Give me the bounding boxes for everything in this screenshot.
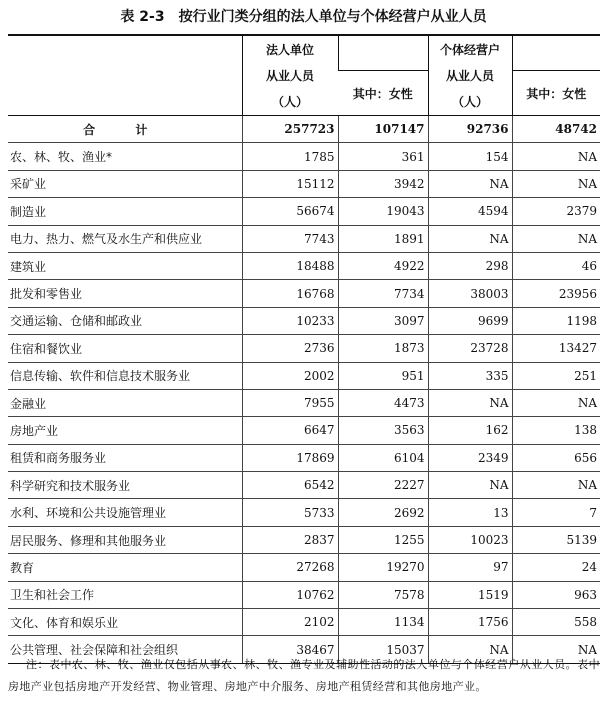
individual-female-value: NA [512, 472, 600, 499]
individual-value: NA [428, 472, 512, 499]
industry-name: 农、林、牧、渔业* [8, 143, 242, 170]
legal-persons-value: 7743 [242, 225, 338, 252]
table-row [8, 526, 600, 553]
table-row [8, 417, 600, 444]
header-individual-female: 其中：女性 [512, 71, 600, 116]
legal-persons-value: 16768 [242, 280, 338, 307]
industry-name: 信息传输、软件和信息技术服务业 [8, 362, 242, 389]
header-individual-line-2: 从业人员 [445, 68, 494, 83]
header-legal-blank [338, 35, 428, 71]
table-title-text: 按行业门类分组的法人单位与个体经营户从业人员 [178, 9, 487, 25]
data-table [8, 34, 600, 664]
legal-persons-value: 7955 [242, 389, 338, 416]
individual-female-value: 558 [512, 609, 600, 636]
individual-value: 1519 [428, 581, 512, 608]
legal-female-value: 1134 [338, 609, 428, 636]
individual-female-value: NA [512, 636, 600, 663]
individual-value: 10023 [428, 526, 512, 553]
table-row [8, 198, 600, 225]
industry-name: 教育 [8, 554, 242, 581]
legal-persons-value: 17869 [242, 444, 338, 471]
legal-persons-value: 5733 [242, 499, 338, 526]
individual-female-value: 656 [512, 444, 600, 471]
table-row [8, 362, 600, 389]
legal-female-value: 2227 [338, 472, 428, 499]
table-row [8, 280, 600, 307]
total-legal-female: 107147 [338, 116, 428, 143]
table-row [8, 472, 600, 499]
legal-persons-value: 2102 [242, 609, 338, 636]
individual-value: 162 [428, 417, 512, 444]
total-individual: 92736 [428, 116, 512, 143]
header-industry [8, 35, 242, 116]
industry-name: 金融业 [8, 389, 242, 416]
total-individual-female: 48742 [512, 116, 600, 143]
table-row [8, 335, 600, 362]
legal-persons-value: 15112 [242, 170, 338, 197]
legal-female-value: 3097 [338, 307, 428, 334]
legal-persons-value: 6647 [242, 417, 338, 444]
industry-name: 建筑业 [8, 252, 242, 279]
table-row [8, 225, 600, 252]
individual-value: 13 [428, 499, 512, 526]
individual-female-value: 24 [512, 554, 600, 581]
industry-name: 文化、体育和娱乐业 [8, 609, 242, 636]
individual-value: 335 [428, 362, 512, 389]
individual-female-value: 5139 [512, 526, 600, 553]
individual-value: 4594 [428, 198, 512, 225]
header-legal-persons [242, 35, 338, 116]
individual-value: NA [428, 170, 512, 197]
industry-name: 居民服务、修理和其他服务业 [8, 526, 242, 553]
individual-value: 97 [428, 554, 512, 581]
legal-female-value: 361 [338, 143, 428, 170]
legal-female-value: 15037 [338, 636, 428, 663]
individual-value: 9699 [428, 307, 512, 334]
individual-female-value: 2379 [512, 198, 600, 225]
legal-persons-value: 2736 [242, 335, 338, 362]
legal-female-value: 7734 [338, 280, 428, 307]
header-legal-line-2: 从业人员 [265, 68, 314, 83]
legal-female-value: 3942 [338, 170, 428, 197]
legal-persons-value: 38467 [242, 636, 338, 663]
individual-female-value: 963 [512, 581, 600, 608]
header-legal-female: 其中：女性 [338, 71, 428, 116]
individual-value: NA [428, 389, 512, 416]
industry-name: 交通运输、仓储和邮政业 [8, 307, 242, 334]
footnote: 注：表中农、林、牧、渔业仅包括从事农、林、牧、渔专业及辅助性活动的法人单位与个体经营户从业人员。表中房地产业包括房地产开发经营、物业管理、房地产中介服务、房地产租赁经营和其他房地产业。 [8, 658, 600, 693]
individual-female-value: 7 [512, 499, 600, 526]
individual-female-value: 13427 [512, 335, 600, 362]
total-legal: 257723 [242, 116, 338, 143]
individual-female-value: NA [512, 389, 600, 416]
legal-persons-value: 56674 [242, 198, 338, 225]
legal-female-value: 3563 [338, 417, 428, 444]
legal-persons-value: 18488 [242, 252, 338, 279]
individual-female-value: 1198 [512, 307, 600, 334]
industry-name: 住宿和餐饮业 [8, 335, 242, 362]
table-row [8, 609, 600, 636]
table-row [8, 252, 600, 279]
legal-female-value: 6104 [338, 444, 428, 471]
table-title [0, 6, 607, 26]
individual-value: 298 [428, 252, 512, 279]
legal-persons-value: 1785 [242, 143, 338, 170]
total-row [8, 116, 600, 143]
individual-female-value: 23956 [512, 280, 600, 307]
individual-female-value: 251 [512, 362, 600, 389]
header-legal-line-3: （人） [271, 94, 308, 109]
legal-persons-value: 2002 [242, 362, 338, 389]
industry-name: 批发和零售业 [8, 280, 242, 307]
legal-persons-value: 27268 [242, 554, 338, 581]
legal-persons-value: 6542 [242, 472, 338, 499]
individual-female-value: 46 [512, 252, 600, 279]
industry-name: 电力、热力、燃气及水生产和供应业 [8, 225, 242, 252]
total-label: 合 计 [8, 116, 242, 143]
legal-female-value: 4922 [338, 252, 428, 279]
legal-female-value: 1873 [338, 335, 428, 362]
legal-female-value: 1255 [338, 526, 428, 553]
industry-name: 房地产业 [8, 417, 242, 444]
header-individual-blank [512, 35, 600, 71]
legal-female-value: 951 [338, 362, 428, 389]
individual-female-value: NA [512, 225, 600, 252]
table-row [8, 581, 600, 608]
individual-value: 154 [428, 143, 512, 170]
individual-value: NA [428, 225, 512, 252]
legal-female-value: 2692 [338, 499, 428, 526]
individual-value: 23728 [428, 335, 512, 362]
individual-value: 38003 [428, 280, 512, 307]
individual-value: 1756 [428, 609, 512, 636]
legal-female-value: 1891 [338, 225, 428, 252]
industry-name: 卫生和社会工作 [8, 581, 242, 608]
industry-name: 制造业 [8, 198, 242, 225]
individual-female-value: NA [512, 143, 600, 170]
industry-name: 水利、环境和公共设施管理业 [8, 499, 242, 526]
legal-female-value: 7578 [338, 581, 428, 608]
table-number: 表 2-3 [120, 9, 165, 25]
header-individual-line-1: 个体经营户 [439, 42, 500, 57]
industry-name: 科学研究和技术服务业 [8, 472, 242, 499]
industry-name: 租赁和商务服务业 [8, 444, 242, 471]
legal-persons-value: 2837 [242, 526, 338, 553]
legal-female-value: 19270 [338, 554, 428, 581]
table-row [8, 143, 600, 170]
table-row [8, 307, 600, 334]
table-header [8, 35, 600, 116]
table-row [8, 554, 600, 581]
table-row [8, 444, 600, 471]
legal-female-value: 19043 [338, 198, 428, 225]
individual-female-value: NA [512, 170, 600, 197]
legal-persons-value: 10233 [242, 307, 338, 334]
table-body [8, 116, 600, 664]
legal-female-value: 4473 [338, 389, 428, 416]
header-individual-line-3: （人） [451, 94, 488, 109]
table-row [8, 499, 600, 526]
table-row [8, 389, 600, 416]
header-individual [428, 35, 512, 116]
individual-value: 2349 [428, 444, 512, 471]
individual-female-value: 138 [512, 417, 600, 444]
table-row [8, 170, 600, 197]
legal-persons-value: 10762 [242, 581, 338, 608]
individual-value: NA [428, 636, 512, 663]
header-legal-line-1: 法人单位 [265, 42, 314, 57]
industry-name: 公共管理、社会保障和社会组织 [8, 636, 242, 663]
industry-name: 采矿业 [8, 170, 242, 197]
